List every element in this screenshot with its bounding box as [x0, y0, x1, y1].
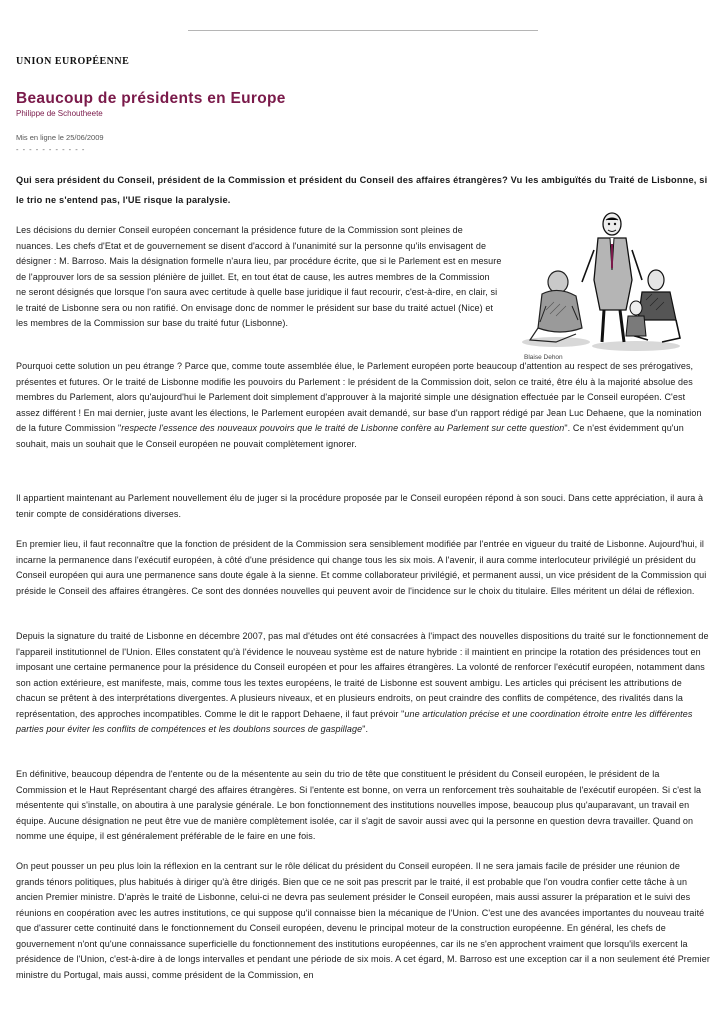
paragraph-6: En définitive, beaucoup dépendra de l'entente ou de la mésentente au sein du trio de tête que constituent le président du Conseil européen, le président de la Commission et le Haut Représentant chargé des affaires étrangères. Si l'entente est bonne, on verra un renforcement très souhaitable de l'exécutif européen. Si c'est la mésentente qui s'installe, on aboutira à une paralysie générale. Le bon fonctionnement des institutions nouvelles impose, beaucoup plus qu'auparavant, un travail en équipe. Aucune désignation ne peut être vue de manière complètement isolée, car il s'agit de savoir aussi avec qui la personne en question devra travailler. Quand on nomme une équipe, il est généralement préférable de le faire en une fois. — [16, 769, 702, 841]
cartoon-illustration — [516, 210, 686, 352]
paragraph-7: On peut pousser un peu plus loin la réflexion en la centrant sur le rôle délicat du président du Conseil européen. Il ne sera jamais facile de présider une réunion de grands ténors politiques, plus habitués à diriger qu'à être dirigés. Bien que ce ne soit pas prescrit par le traité, il est probable que l'on voudra confier cette tâche à un ancien Premier ministre. D'après le traité de Lisbonne, celui-ci ne devra pas seulement présider le Conseil européen, mais aussi assurer la préparation et le suivi des réunions en coopération avec les autres institutions, ce qui suppose qu'il connaisse bien la mécanique de l'Union. C'est une des avancées importantes du nouveau traité que d'assurer cette continuité dans le fonctionnement du Conseil européen, devenu le principal moteur de la construction européenne. En général, les chefs de gouvernement n'ont qu'une connaissance superficielle du fonctionnement des institutions européennes, car ils ne s'en approchent vraiment que lorsqu'ils exercent la présidence de l'Union, c'est-à-dire à de longs intervalles et pendant une période de six mois. A cet égard, M. Barroso est une exception car il a non seulement été Premier ministre du Portugal, mais aussi, comme président de la Commission, en — [16, 861, 710, 980]
separator: - - - - - - - - - - - — [16, 145, 86, 154]
paragraph-2-quote: respecte l'essence des nouveaux pouvoirs que le traité de Lisbonne confère au Parlement sur cette question — [121, 423, 565, 433]
article-intro: Qui sera président du Conseil, président de la Commission et président du Conseil des affaires étrangères? Vu les ambiguïtés du Traité de Lisbonne, si le trio ne s'entend pas, l'UE risque la paralysie. — [16, 175, 708, 205]
paragraph-4: En premier lieu, il faut reconnaître que la fonction de président de la Commission sera sensiblement modifiée par l'entrée en vigueur du traité de Lisbonne. Aujourd'hui, il incarne la permanence dans l'exécutif européen, à côté d'une présidence qui change tous les six mois. A l'avenir, il aura comme interlocuteur privilégié un président du Conseil européen qui aura une permanence sans doute égale à la sienne. Et comme collaborateur privilégié, et permanent aussi, un vice président de la Commission qui préside le Conseil des affaires étrangères. Ce sont des données nouvelles qui peuvent avoir de l'incidence sur le choix du titulaire. Elles méritent un délai de réflexion. — [16, 539, 707, 596]
paragraph-5 — [16, 629, 710, 738]
header-rule — [188, 30, 538, 31]
paragraph-5-text-a: Depuis la signature du traité de Lisbonne en décembre 2007, pas mal d'études ont été consacrées à l'impact des nouvelles dispositions du traité sur le fonctionnement de l'appareil institutionnel de l'Union. Elles constatent qu'à l'évidence le nouveau système est de nature hybride : il maintient en principe la rotation des présidences tout en imposant une certaine permanence pour la présidence du Conseil européen et pour les affaires étrangères. La volonté de renforcer l'exécutif européen, notamment dans son action extérieure, est manifeste, mais, comme tous les textes européens, le traité de Lisbonne est souvent ambigu. Les articles qui précisent les attributions de chacun se prêtent à des interprétations divergentes. A plusieurs niveaux, et en plusieurs endroits, on peut craindre des conflits de compétence, des rivalités dans la représentation, des approches incompatibles. Comme le dit le rapport Dehaene, il faut prévoir " — [16, 631, 709, 719]
paragraph-2 — [16, 359, 710, 452]
paragraph-1: Les décisions du dernier Conseil européen concernant la présidence future de la Commission sont pleines de nuances. Les chefs d'Etat et de gouvernement se disent d'accord à l'unanimité sur la personne qu'ils envisagent de désigner : M. Barroso. Mais la désignation formelle n'aura lieu, par procédure écrite, que si le Parlement est en mesure de l'approuver lors de sa session plénière de juillet. Et, en tout état de cause, les autres membres de la Commission ne seront désignés que lorsque l'on saura avec certitude à quelle base juridique il faut recourir, c'est-à-dire, en clair, si le traité de Lisbonne sera ou non ratifié. On envisage donc de nommer le président sur base du traité actuel (Nice) et les membres de la Commission sur base du traité futur (Lisbonne). — [16, 225, 502, 328]
illustration-caption: Blaise Dehon — [524, 354, 563, 361]
paragraph-2-text-a: Pourquoi cette solution un peu étrange ? Parce que, comme toute assemblée élue, le Parlement européen porte beaucoup d'attention au respect de ses prérogatives, présentes et futures. Or le traité de Lisbonne modifie les pouvoirs du Parlement : le président de la Commission doit, selon ce traité, être élu à la majorité absolue des membres du Parlement, alors qu'aujourd'hui le Parlement doit simplement d'approuver à la majorité simple une désignation effectuée par le Conseil européen. C'est assez différent ! En mai dernier, juste avant les élections, le Parlement européen avait demandé, sur base d'un rapport rédigé par Jean Luc Dehaene, que la nomination de la future Commission " — [16, 361, 702, 433]
article-title: Beaucoup de présidents en Europe — [16, 90, 286, 107]
article-author[interactable]: Philippe de Schoutheete — [16, 109, 103, 118]
section-label: UNION EUROPÉENNE — [16, 56, 130, 67]
paragraph-5-quote: une articulation précise et une coordination étroite entre les différentes parties pour éviter les conflits de compétences et les doublons sources de gaspillage — [16, 708, 693, 734]
paragraph-5-text-b: ". — [362, 724, 369, 734]
publication-date: Mis en ligne le 25/06/2009 — [16, 133, 104, 142]
paragraph-2-text-b: ". Ce n'est évidemment qu'un souhait, mais un souhait que le Conseil européen ne pouvait complètement ignorer. — [16, 423, 684, 449]
paragraph-3: Il appartient maintenant au Parlement nouvellement élu de juger si la procédure proposée par le Conseil européen répond à son souci. Dans cette appréciation, il aura à tenir compte de considérations diverses. — [16, 493, 704, 519]
